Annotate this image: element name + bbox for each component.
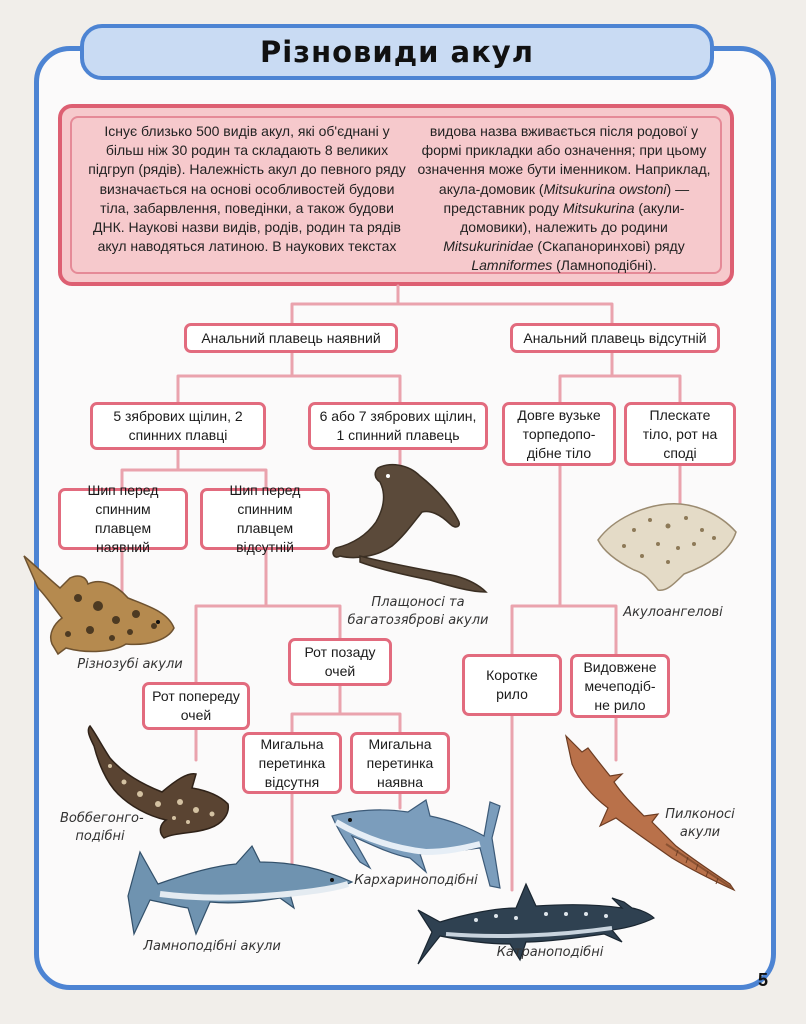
node-six-seven-gill-slits: 6 або 7 зябрових щілин, 1 спинний плавець	[308, 402, 488, 450]
page-number: 5	[758, 970, 769, 990]
node-long-torpedo-body: Довге вузьке торпедопо-дібне тіло	[502, 402, 616, 466]
caption-lamniform: Ламноподібні акули	[143, 939, 281, 954]
intro-right-text: видова назва вживається після родової у формі прикладки або означення; при цьому означення може бути іменником. Наприклад, акула-домовик (Mitsukurina owstoni) — представник роду Mitsukurina (акули-домовики), належить до родини Mitsukurinidae (Скапаноринхові) ряду Lamniformes (Ламноподібні).	[417, 123, 711, 274]
node-nictitating-present: Мигальна перетинка наявна	[350, 732, 450, 794]
caption-sawsharks: Пилконосі акули	[665, 807, 735, 840]
node-nictitating-absent: Мигальна перетинка відсутня	[242, 732, 342, 794]
node-mouth-front-eyes: Рот попереду очей	[142, 682, 250, 730]
frilled-shark-illustration	[330, 460, 490, 596]
caption-wobbegong: Воббегонго-подібні	[60, 811, 144, 844]
caption-horn-sharks: Різнозубі акули	[77, 657, 183, 672]
node-anal-fin-absent: Анальний плавець відсутній	[510, 323, 720, 353]
caption-squaliform: Катранoподібні	[496, 945, 604, 960]
lamniform-illustration	[126, 844, 354, 936]
node-mouth-behind-eyes: Рот позаду очей	[288, 638, 392, 686]
page-title: Різновиди акул	[260, 35, 534, 69]
caption-angel-sharks: Акулоангелові	[623, 605, 723, 620]
node-five-gill-slits: 5 зябрових щілин, 2 спинних плавці	[90, 402, 266, 450]
node-anal-fin-present: Анальний плавець наявний	[184, 323, 398, 353]
caption-carcharhiniform: Кархаринoподібні	[354, 873, 478, 888]
horn-shark-illustration	[18, 548, 178, 656]
node-spine-absent: Шип перед спинним плавцем відсутній	[200, 488, 330, 550]
angel-shark-illustration	[594, 496, 740, 594]
node-long-sword-snout: Видовжене мечеподіб-не рило	[570, 654, 670, 718]
caption-frilled-sharks: Плащоносі та багатозяброві акули	[347, 595, 489, 628]
node-short-snout: Коротке рило	[462, 654, 562, 716]
intro-left-text: Існує близько 500 видів акул, які об'єднані у більш ніж 30 родин та складають 8 великих підгруп (рядів). Належність акул до певного ряду визначається на основі особливостей будови тіла, забарвлення, поведінки, а також будови ДНК. Наукові назви видів, родів, родин та рядів акул наводяться латиною. В наукових текстах	[88, 123, 406, 255]
node-flat-body: Плескате тіло, рот на споді	[624, 402, 736, 466]
node-spine-present: Шип перед спинним плавцем наявний	[58, 488, 188, 550]
